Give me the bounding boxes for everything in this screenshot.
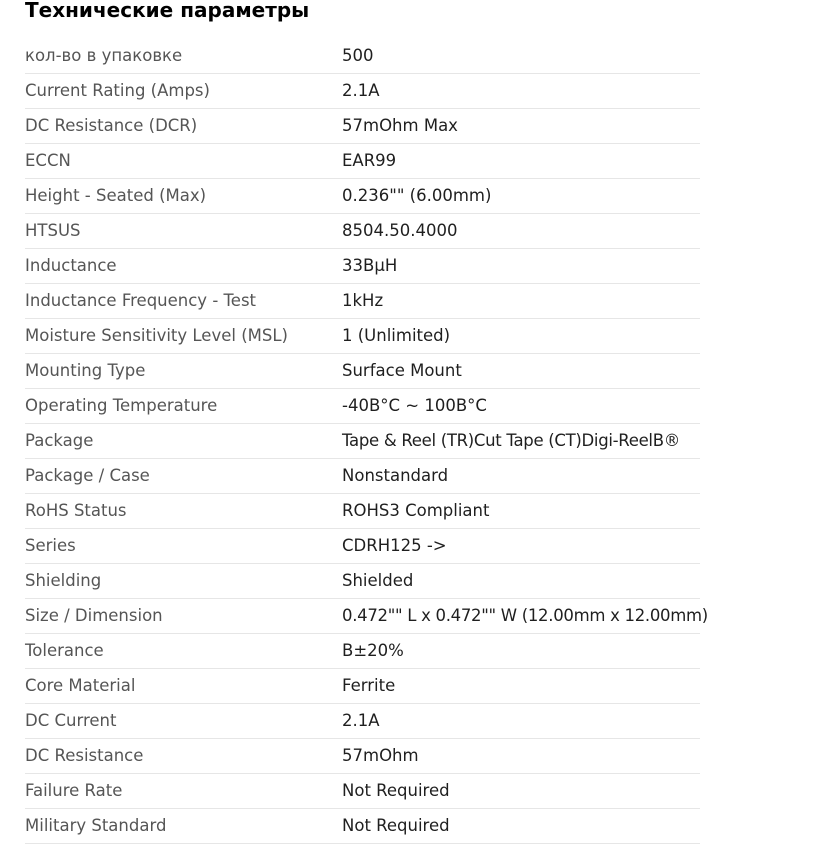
spec-value: 0.236"" (6.00mm) bbox=[342, 179, 700, 214]
spec-value: 57mOhm bbox=[342, 739, 700, 774]
spec-row bbox=[25, 424, 700, 459]
spec-row bbox=[25, 249, 700, 284]
spec-row bbox=[25, 809, 700, 844]
spec-value: Nonstandard bbox=[342, 459, 700, 494]
spec-value: CDRH125 -> bbox=[342, 529, 700, 564]
spec-row bbox=[25, 634, 700, 669]
spec-row bbox=[25, 669, 700, 704]
spec-value: Ferrite bbox=[342, 669, 700, 704]
spec-name: Operating Temperature bbox=[25, 389, 342, 424]
spec-row bbox=[25, 354, 700, 389]
spec-value: 2.1A bbox=[342, 704, 700, 739]
spec-row bbox=[25, 319, 700, 354]
spec-name: Tolerance bbox=[25, 634, 342, 669]
spec-value: 8504.50.4000 bbox=[342, 214, 700, 249]
spec-row bbox=[25, 39, 700, 74]
spec-name: Failure Rate bbox=[25, 774, 342, 809]
spec-name: Package bbox=[25, 424, 342, 459]
spec-row bbox=[25, 144, 700, 179]
spec-name: Current Rating (Amps) bbox=[25, 74, 342, 109]
spec-value: 0.472"" L x 0.472"" W (12.00mm x 12.00mm) bbox=[342, 599, 700, 634]
spec-value: 33BµH bbox=[342, 249, 700, 284]
spec-row bbox=[25, 214, 700, 249]
spec-value: EAR99 bbox=[342, 144, 700, 179]
spec-name: Height - Seated (Max) bbox=[25, 179, 342, 214]
spec-name: Inductance bbox=[25, 249, 342, 284]
spec-value: Not Required bbox=[342, 809, 700, 844]
spec-table bbox=[25, 39, 708, 844]
spec-row bbox=[25, 599, 700, 634]
spec-name: DC Resistance bbox=[25, 739, 342, 774]
spec-row bbox=[25, 284, 700, 319]
spec-name: Military Standard bbox=[25, 809, 342, 844]
spec-name: ECCN bbox=[25, 144, 342, 179]
spec-value: Surface Mount bbox=[342, 354, 700, 389]
spec-value: 1 (Unlimited) bbox=[342, 319, 700, 354]
spec-row bbox=[25, 459, 700, 494]
spec-name: HTSUS bbox=[25, 214, 342, 249]
spec-value: 2.1A bbox=[342, 74, 700, 109]
spec-row bbox=[25, 109, 700, 144]
spec-name: кол-во в упаковке bbox=[25, 39, 342, 74]
spec-value: Not Required bbox=[342, 774, 700, 809]
spec-value: 1kHz bbox=[342, 284, 700, 319]
spec-name: Core Material bbox=[25, 669, 342, 704]
spec-row bbox=[25, 774, 700, 809]
spec-value: Shielded bbox=[342, 564, 700, 599]
spec-value: ROHS3 Compliant bbox=[342, 494, 700, 529]
spec-row bbox=[25, 389, 700, 424]
spec-row bbox=[25, 564, 700, 599]
spec-name: RoHS Status bbox=[25, 494, 342, 529]
spec-value: 500 bbox=[342, 39, 700, 74]
spec-name: Mounting Type bbox=[25, 354, 342, 389]
spec-value: 57mOhm Max bbox=[342, 109, 700, 144]
spec-row bbox=[25, 494, 700, 529]
spec-name: DC Resistance (DCR) bbox=[25, 109, 342, 144]
spec-name: Inductance Frequency - Test bbox=[25, 284, 342, 319]
spec-row bbox=[25, 179, 700, 214]
spec-row bbox=[25, 74, 700, 109]
section-title: Технические параметры bbox=[25, 0, 310, 22]
spec-name: Moisture Sensitivity Level (MSL) bbox=[25, 319, 342, 354]
spec-row bbox=[25, 529, 700, 564]
spec-name: Package / Case bbox=[25, 459, 342, 494]
spec-name: Series bbox=[25, 529, 342, 564]
spec-name: Size / Dimension bbox=[25, 599, 342, 634]
tech-specs-section bbox=[25, 0, 708, 844]
spec-name: Shielding bbox=[25, 564, 342, 599]
spec-value: Tape & Reel (TR)Cut Tape (CT)Digi-ReelB® bbox=[342, 424, 700, 459]
spec-name: DC Current bbox=[25, 704, 342, 739]
spec-row bbox=[25, 704, 700, 739]
spec-value: -40B°C ~ 100B°C bbox=[342, 389, 700, 424]
spec-value: B±20% bbox=[342, 634, 700, 669]
spec-row bbox=[25, 739, 700, 774]
